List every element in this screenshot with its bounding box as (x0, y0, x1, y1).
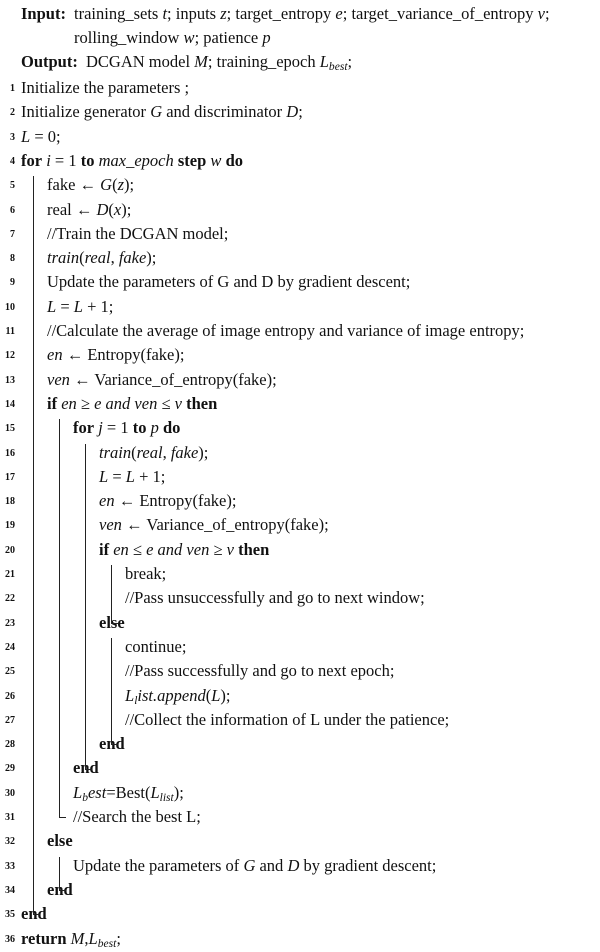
block-guide-hook (85, 769, 92, 770)
input-text-line1: training_sets t; inputs z; target_entropy e; target_variance_of_entropy v; (74, 4, 550, 23)
algorithm-line-15 (0, 416, 600, 440)
line-code: Initialize the parameters ; (21, 78, 190, 97)
algorithm-line-6 (0, 198, 600, 222)
line-code: else (99, 612, 125, 632)
line-number: 25 (5, 666, 15, 678)
line-code: en ← Entropy(fake); (47, 345, 185, 365)
algorithm-line-10 (0, 295, 600, 319)
algorithm-line-18 (0, 489, 600, 513)
block-guide-bar (85, 444, 86, 769)
line-number: 32 (5, 836, 15, 848)
line-code: L = L + 1; (47, 296, 114, 316)
line-code: train(real, fake); (47, 248, 157, 268)
line-code: fake ← G(z); (47, 175, 135, 195)
line-number: 31 (5, 812, 15, 823)
block-guide-hook (111, 744, 118, 745)
algorithm-line-22 (0, 586, 600, 610)
algorithm-line-2 (0, 100, 600, 124)
line-code: //Train the DCGAN model; (47, 223, 229, 243)
algorithm-line-24 (0, 635, 600, 659)
algorithm-line-11 (0, 319, 600, 343)
algorithm-line-21 (0, 562, 600, 586)
line-code: end (99, 734, 125, 754)
algorithm-line-8 (0, 246, 600, 270)
line-number: 9 (10, 277, 15, 289)
block-guide-bar (111, 565, 112, 623)
line-code: $L_best=Best(L_{list})$; (73, 782, 184, 804)
line-code: continue; (125, 636, 187, 656)
line-number: 10 (5, 301, 15, 313)
algorithm-line-7 (0, 222, 600, 246)
line-number: 36 (5, 933, 15, 945)
algorithm-line-13 (0, 368, 600, 392)
line-code: en ← Entropy(fake); (99, 491, 237, 511)
line-code: Initialize generator G and discriminator D; (21, 102, 303, 122)
line-number: 19 (5, 520, 15, 532)
input-text-line2: rolling_window w; patience p (74, 28, 271, 47)
algorithm-line-5 (0, 173, 600, 197)
block-guide-hook (33, 914, 40, 915)
line-code: train(real, fake); (99, 442, 209, 462)
block-guide-bar (111, 638, 112, 744)
algorithm-line-3 (0, 125, 600, 149)
line-number: 35 (5, 909, 15, 921)
algorithm-line-20 (0, 538, 600, 562)
algorithm-line-9 (0, 270, 600, 294)
line-number: 26 (5, 690, 15, 702)
algorithm-line-34 (0, 878, 600, 902)
algorithm-line-17 (0, 465, 600, 489)
line-code: for i = 1 to max_epoch step w do (21, 150, 243, 170)
algorithm-line-19 (0, 513, 600, 537)
block-guide-bar (59, 857, 60, 890)
line-number: 5 (10, 180, 15, 192)
line-code: //Collect the information of L under the patience; (125, 709, 450, 729)
line-number: 12 (5, 350, 15, 362)
line-number: 21 (5, 569, 15, 580)
line-number: 20 (5, 544, 15, 556)
line-code: //Calculate the average of image entropy and variance of image entropy; (47, 321, 525, 340)
line-number: 11 (5, 326, 15, 337)
line-number: 13 (5, 374, 15, 386)
algorithm-line-12 (0, 343, 600, 367)
algorithm-line-27 (0, 708, 600, 732)
line-code: else (47, 831, 73, 851)
line-code: Update the parameters of G and D by gradient descent; (73, 855, 437, 875)
algorithm-line-4 (0, 149, 600, 173)
line-code: L = L + 1; (99, 466, 166, 486)
line-code: if en ≤ e and ven ≥ v then (99, 539, 270, 559)
line-number: 8 (10, 253, 15, 265)
line-number: 15 (5, 423, 15, 435)
algorithm-line-30 (0, 781, 600, 805)
block-guide-hook (59, 817, 66, 818)
algorithm-input (0, 4, 600, 52)
line-code: L = 0; (21, 126, 61, 146)
line-number: 23 (5, 617, 15, 629)
line-code: ven ← Variance_of_entropy(fake); (99, 515, 329, 535)
line-code: //Pass successfully and go to next epoch; (125, 661, 395, 681)
line-number: 29 (5, 763, 15, 775)
line-code: return $M,L_{best}$; (21, 928, 121, 950)
line-code: $L_list.append(L)$; (125, 685, 231, 707)
line-number: 27 (5, 714, 15, 726)
line-code: if en ≥ e and ven ≤ v then (47, 393, 218, 413)
line-number: 18 (5, 496, 15, 508)
line-code: end (73, 758, 99, 778)
output-label: Output: (21, 52, 78, 71)
block-guide-hook (111, 623, 118, 624)
algorithm-line-33 (0, 854, 600, 878)
block-guide-bar (59, 419, 60, 817)
line-code: for j = 1 to p do (73, 418, 181, 438)
block-guide-hook (59, 890, 66, 891)
algorithm-line-26 (0, 684, 600, 708)
line-number: 3 (10, 131, 15, 143)
output-text: DCGAN model M; training_epoch $L_{best}$; (86, 52, 353, 73)
algorithm-line-16 (0, 441, 600, 465)
block-guide-bar (33, 176, 34, 914)
line-number: 2 (10, 107, 15, 119)
algorithm-line-36 (0, 927, 600, 951)
algorithm-line-25 (0, 659, 600, 683)
line-number: 17 (5, 471, 15, 483)
algorithm-output (0, 52, 600, 76)
algorithm-line-35 (0, 902, 600, 926)
line-code: //Pass unsuccessfully and go to next window; (125, 588, 425, 608)
line-code: end (21, 904, 47, 924)
line-number: 33 (5, 860, 15, 872)
line-code: ven ← Variance_of_entropy(fake); (47, 369, 277, 389)
algorithm-line-1 (0, 76, 600, 100)
line-number: 22 (5, 593, 15, 605)
algorithm-line-14 (0, 392, 600, 416)
line-number: 34 (5, 884, 15, 896)
algorithm-line-28 (0, 732, 600, 756)
line-number: 30 (5, 787, 15, 799)
line-code: end (47, 879, 73, 899)
line-number: 6 (10, 204, 15, 216)
line-number: 28 (5, 739, 15, 751)
line-number: 1 (10, 83, 15, 94)
line-number: 16 (5, 447, 15, 459)
line-number: 24 (5, 641, 15, 653)
line-code: Update the parameters of G and D by gradient descent; (47, 272, 411, 292)
algorithm-line-32 (0, 829, 600, 853)
line-code: real ← D(x); (47, 199, 132, 219)
input-label: Input: (21, 4, 66, 23)
line-code: break; (125, 564, 167, 583)
line-code: //Search the best L; (73, 807, 201, 826)
line-number: 14 (5, 398, 15, 410)
line-number: 4 (10, 155, 15, 167)
line-number: 7 (10, 228, 15, 240)
algorithm-line-31 (0, 805, 600, 829)
algorithm-line-23 (0, 611, 600, 635)
